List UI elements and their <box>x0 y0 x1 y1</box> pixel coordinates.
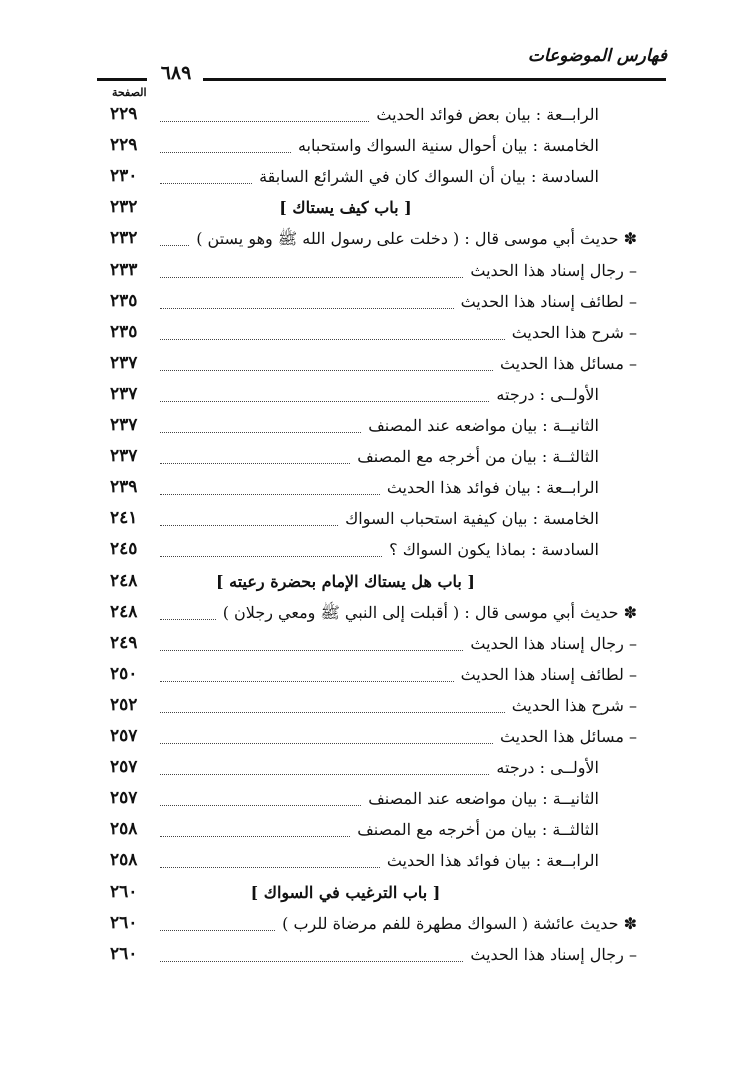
dot-leader <box>160 339 505 340</box>
entry-title: ✽ حديث عائشة ( السواك مطهرة للفم مرضاة للرب ) <box>279 914 637 933</box>
dot-leader <box>160 308 454 309</box>
toc-entry-row <box>0 163 751 194</box>
entry-page-number: ٢٣٧ <box>110 352 138 373</box>
header-rule-right <box>203 78 666 81</box>
dot-leader <box>160 432 361 433</box>
dot-leader <box>160 681 454 682</box>
toc-entry-row <box>0 847 751 878</box>
entry-page-number: ٢٣٧ <box>110 415 138 435</box>
entry-page-number: ٢٦٠ <box>110 912 138 933</box>
entry-page-number: ٢٥٧ <box>110 788 138 809</box>
toc-entry-row <box>0 443 751 474</box>
entry-page-number: ٢٣٢ <box>110 228 138 249</box>
entry-page-number: ٢٤٩ <box>110 632 138 653</box>
entry-title: – شرح هذا الحديث <box>509 696 637 715</box>
section-heading-text: [ باب الترغيب في السواك ] <box>250 882 441 902</box>
entry-page-number: ٢٣٣ <box>110 259 138 280</box>
entry-title: – مسائل هذا الحديث <box>497 354 637 373</box>
section-heading-text: [ باب هل يستاك الإمام بحضرة رعيته ] <box>216 571 475 591</box>
entry-page-number: ٢٤٥ <box>110 539 138 560</box>
entry-title: السادسة : بماذا يكون السواك ؟ <box>386 540 599 559</box>
entry-page-number: ٢٣٩ <box>110 477 138 498</box>
entry-title: الثالثــة : بيان من أخرجه مع المصنف <box>354 447 599 466</box>
entry-page-number: ٢٣٧ <box>110 383 138 404</box>
entry-page-number: ٢٦٠ <box>110 943 138 964</box>
entry-title: – رجال إسناد هذا الحديث <box>467 945 637 964</box>
entry-page-number: ٢٣٧ <box>110 446 138 467</box>
entry-page-number: ٢٤٨ <box>110 601 138 622</box>
entry-page-number: ٢٥٧ <box>110 757 138 778</box>
dot-leader <box>160 867 380 868</box>
dot-leader <box>160 650 463 651</box>
dot-leader <box>160 152 291 153</box>
entry-title: – رجال إسناد هذا الحديث <box>467 634 637 653</box>
toc-entry-row <box>0 474 751 505</box>
entry-title: الثانيــة : بيان مواضعه عند المصنف <box>365 789 599 808</box>
entry-page-number: ٢٣٠ <box>110 166 138 187</box>
section-heading-text: [ باب كيف يستاك ] <box>279 198 412 218</box>
toc-entry-row <box>0 723 751 754</box>
entry-title: – لطائف إسناد هذا الحديث <box>458 292 637 311</box>
toc-entry-row <box>0 816 751 847</box>
entry-page-number: ٢٤١ <box>110 508 138 529</box>
entry-page-number: ٢٥٢ <box>110 694 138 715</box>
entry-page-number: ٢٥٠ <box>110 663 138 684</box>
toc-entry-row <box>0 785 751 816</box>
entry-page-number: ٢٣٥ <box>110 290 138 311</box>
toc-entry-row <box>0 505 751 536</box>
toc-entry-row <box>0 692 751 723</box>
toc-entry-row <box>0 630 751 661</box>
dot-leader <box>160 183 252 184</box>
dot-leader <box>160 494 380 495</box>
entry-page-number: ٢٢٩ <box>110 135 138 156</box>
entry-page-number: ٢٥٨ <box>110 819 138 840</box>
entry-title: – رجال إسناد هذا الحديث <box>467 261 637 280</box>
toc-entry-row <box>0 941 751 972</box>
dot-leader <box>160 805 361 806</box>
entry-title: ✽ حديث أبي موسى قال : ( أقبلت إلى النبي ﷺ ومعي رجلان ) <box>220 603 637 626</box>
entry-page-number: ٢٦٠ <box>110 881 138 902</box>
entry-title: الثانيــة : بيان مواضعه عند المصنف <box>365 416 599 435</box>
entry-title: الخامسة : بيان أحوال سنية السواك واستحبابه <box>295 136 599 155</box>
dot-leader <box>160 277 463 278</box>
dot-leader <box>160 370 493 371</box>
dot-leader <box>160 245 189 246</box>
entry-title: الرابــعة : بيان بعض فوائد الحديث <box>373 105 599 124</box>
toc-entry-row <box>0 661 751 692</box>
toc-entry-row <box>0 910 751 941</box>
toc-entry-row <box>0 412 751 443</box>
dot-leader <box>160 774 489 775</box>
entry-title: السادسة : بيان أن السواك كان في الشرائع السابقة <box>256 167 599 186</box>
entry-page-number: ٢٤٨ <box>110 570 138 591</box>
table-of-contents <box>0 101 751 1001</box>
entry-title: – مسائل هذا الحديث <box>497 727 637 746</box>
entry-title: الرابــعة : بيان فوائد هذا الحديث <box>384 478 599 497</box>
toc-entry-row <box>0 225 751 256</box>
entry-page-number: ٢٣٢ <box>110 197 138 218</box>
entry-title: – لطائف إسناد هذا الحديث <box>458 665 637 684</box>
page-column-label: الصفحة <box>112 86 147 99</box>
toc-entry-row <box>0 381 751 412</box>
toc-entry-row <box>0 754 751 785</box>
toc-entry-row <box>0 350 751 381</box>
section-heading-row <box>0 879 751 910</box>
toc-entry-row <box>0 132 751 163</box>
toc-entry-row <box>0 536 751 567</box>
dot-leader <box>160 961 463 962</box>
toc-entry-row <box>0 288 751 319</box>
dot-leader <box>160 836 350 837</box>
dot-leader <box>160 556 382 557</box>
entry-page-number: ٢٥٧ <box>110 726 138 746</box>
dot-leader <box>160 619 216 620</box>
dot-leader <box>160 121 369 122</box>
toc-entry-row <box>0 599 751 630</box>
page-number: ٦٨٩ <box>160 62 192 84</box>
toc-entry-row <box>0 101 751 132</box>
entry-title: ✽ حديث أبي موسى قال : ( دخلت على رسول الله ﷺ وهو يستن ) <box>193 229 637 252</box>
dot-leader <box>160 743 493 744</box>
header-rule-left <box>97 78 147 81</box>
dot-leader <box>160 463 350 464</box>
entry-page-number: ٢٥٨ <box>110 850 138 871</box>
entry-title: الثالثــة : بيان من أخرجه مع المصنف <box>354 820 599 839</box>
entry-title: – شرح هذا الحديث <box>509 323 637 342</box>
entry-title: الرابــعة : بيان فوائد هذا الحديث <box>384 851 599 870</box>
dot-leader <box>160 401 489 402</box>
toc-entry-row <box>0 257 751 288</box>
dot-leader <box>160 712 505 713</box>
entry-title: الأولــى : درجته <box>493 758 599 777</box>
entry-page-number: ٢٢٩ <box>110 104 138 124</box>
toc-entry-row <box>0 319 751 350</box>
entry-page-number: ٢٣٥ <box>110 321 138 342</box>
section-heading-row <box>0 568 751 599</box>
entry-title: الخامسة : بيان كيفية استحباب السواك <box>342 509 599 528</box>
section-heading-row <box>0 194 751 225</box>
page-title: فهارس الموضوعات <box>527 46 667 66</box>
entry-title: الأولــى : درجته <box>493 385 599 404</box>
dot-leader <box>160 930 275 931</box>
dot-leader <box>160 525 338 526</box>
